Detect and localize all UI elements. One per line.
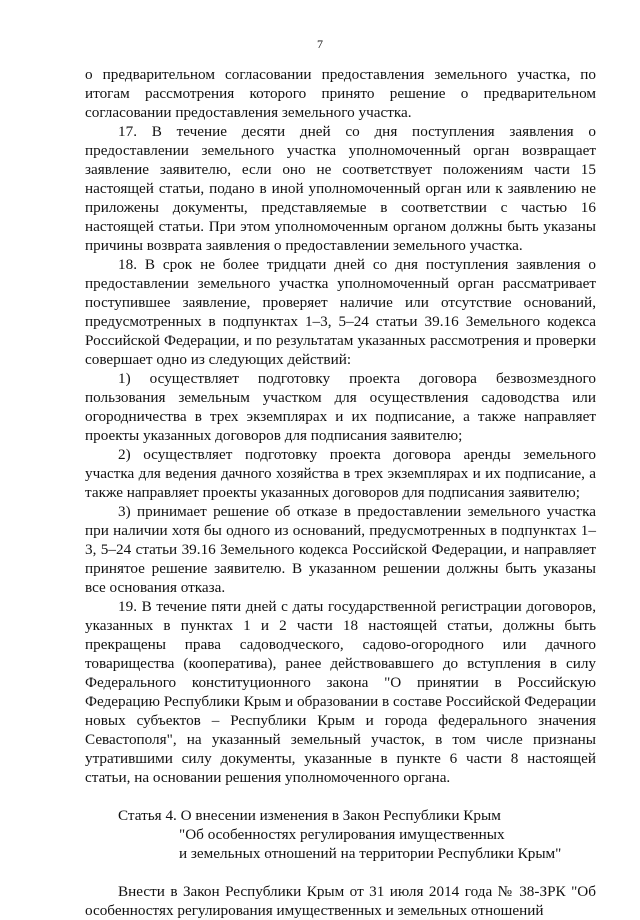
paragraph-18: 18. В срок не более тридцати дней со дня поступления заявления о предоставлении земельного участка уполномоченный орган рассматривает поступившее заявление, проверяет наличие или отсутствие оснований, предусмотренных в подпунктах 1–3, 5–24 статьи 39.16 Земельного кодекса Российской Федерации, и по результатам указанных рассмотрения и проверки совершает одно из следующих действий: [85, 256, 596, 368]
article-title-line-3: и земельных отношений на территории Республики Крым" [179, 845, 562, 862]
paragraph-17: 17. В течение десяти дней со дня поступления заявления о предоставлении земельного участка уполномоченный орган возвращает заявление заявителю, если оно не соответствует положениям части 15 настоящей статьи, подано в иной уполномоченный орган или к заявлению не приложены документы, представляемые в соответствии с частью 16 настоящей статьи. При этом уполномоченным органом должны быть указаны причины возврата заявления о предоставлении земельного участка. [85, 123, 596, 254]
paragraph-18-item-2: 2) осуществляет подготовку проекта договора аренды земельного участка для ведения дачного хозяйства в трех экземплярах и их подписание, а также направляет проекты указанных договоров для подписания заявителю; [85, 446, 596, 501]
document-body [85, 65, 596, 920]
paragraph-18-item-3: 3) принимает решение об отказе в предоставлении земельного участка при наличии хотя бы одного из оснований, предусмотренных в подпунктах 1–3, 5–24 статьи 39.16 Земельного кодекса Российской Федерации, и направляет принятое решение заявителю. В указанном решении должны быть указаны все основания отказа. [85, 503, 596, 596]
paragraph-continuation: о предварительном согласовании предоставления земельного участка, по итогам рассмотрения которого принято решение о предварительном согласовании предоставления земельного участка. [85, 66, 596, 121]
article-heading [85, 806, 596, 863]
article-title-line-2: "Об особенностях регулирования имущественных [179, 826, 505, 843]
paragraph-article-4: Внести в Закон Республики Крым от 31 июля 2014 года № 38-ЗРК "Об особенностях регулирования имущественных и земельных отношений [85, 883, 596, 919]
page-number: 7 [317, 37, 323, 51]
paragraph-19: 19. В течение пяти дней с даты государственной регистрации договоров, указанных в пунктах 1 и 2 части 18 настоящей статьи, должны быть прекращены права садоводческого, садово-огородного или дачного товарищества (кооператива), ранее действовавшего до вступления в силу Федерального конституционного закона "О принятии в Российскую Федерацию Республики Крым и образовании в составе Российской Федерации новых субъектов – Республики Крым и города федерального значения Севастополя", на указанный земельный участок, в том числе признаны утратившими силу документы, указанные в пункте 6 части 8 настоящей статьи, на основании решения уполномоченного органа. [85, 598, 597, 786]
article-title-line-1: Статья 4. О внесении изменения в Закон Республики Крым [118, 807, 501, 824]
paragraph-18-item-1: 1) осуществляет подготовку проекта договора безвозмездного пользования земельным участком для осуществления садоводства или огородничества в трех экземплярах и их подписание, а также направляет проекты указанных договоров для подписания заявителю; [85, 370, 596, 444]
